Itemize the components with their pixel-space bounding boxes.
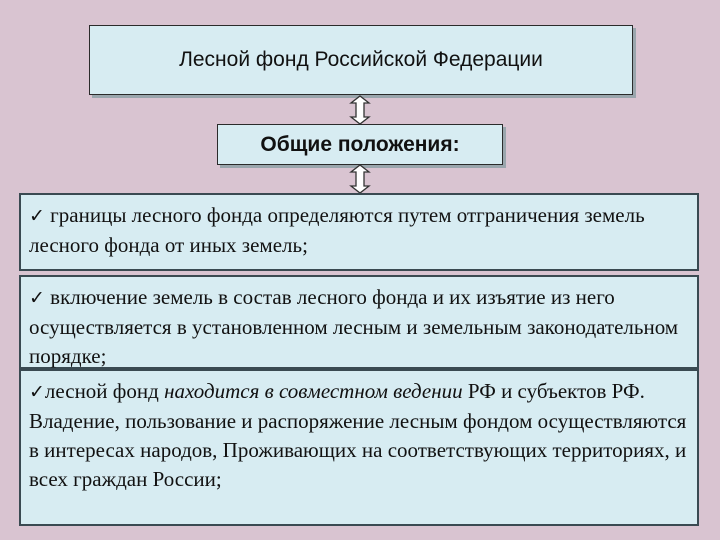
item-text: РФ и субъектов РФ. Владение, пользование и распоряжение лесным фондом осуществляются в интересах народов, Проживающих на соответствующих территориях, и всех граждан России; bbox=[29, 379, 687, 491]
page-title: Лесной фонд Российской Федерации bbox=[179, 48, 543, 71]
section-heading: Общие положения: bbox=[260, 132, 460, 156]
item-text: границы лесного фонда определяются путем отграничения земель лесного фонда от иных земель; bbox=[29, 203, 645, 257]
list-item bbox=[19, 369, 699, 526]
double-arrow-icon bbox=[347, 164, 373, 194]
checkmark-icon: ✓ bbox=[29, 205, 45, 227]
checkmark-icon: ✓ bbox=[29, 381, 45, 403]
list-item bbox=[19, 193, 699, 271]
checkmark-icon: ✓ bbox=[29, 287, 45, 309]
subtitle-box bbox=[217, 124, 503, 165]
title-box bbox=[89, 25, 633, 95]
list-item bbox=[19, 275, 699, 369]
item-text: лесной фонд bbox=[44, 379, 165, 403]
item-text-italic: находится в совместном ведении bbox=[164, 379, 463, 403]
item-text: включение земель в состав лесного фонда и их изъятие из него осуществляется в установленном лесным и земельным законодательном порядке; bbox=[29, 285, 679, 368]
double-arrow-icon bbox=[347, 95, 373, 125]
